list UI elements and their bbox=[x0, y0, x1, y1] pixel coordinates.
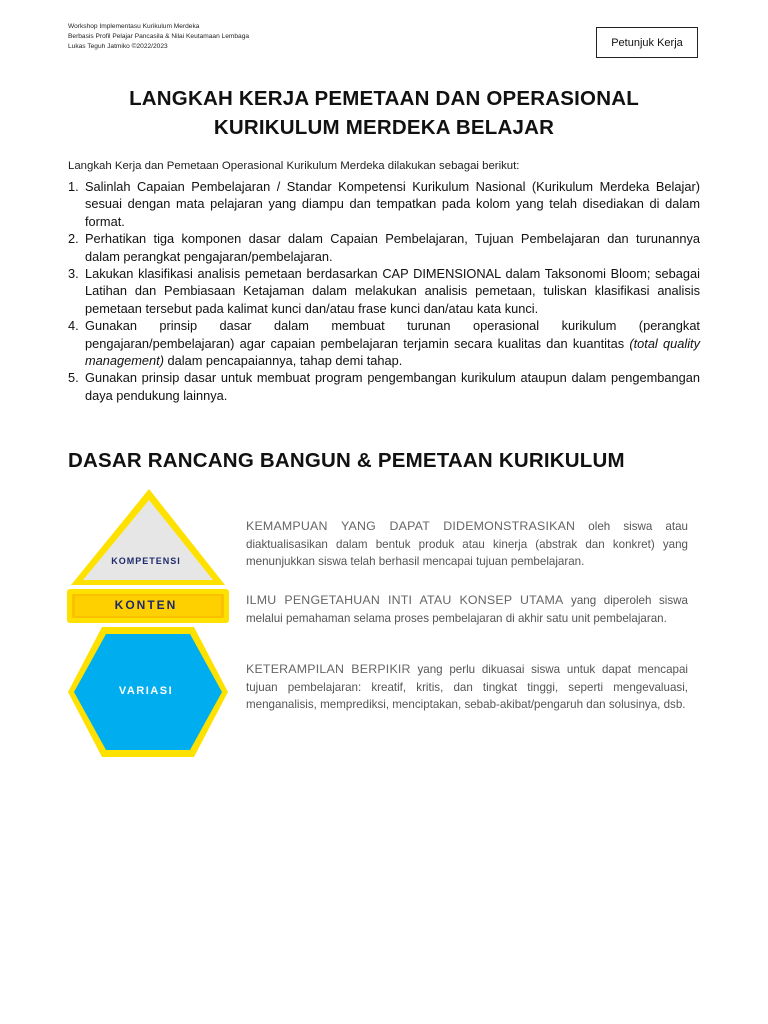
kompetensi-description bbox=[246, 518, 688, 571]
kompetensi-triangle-inner bbox=[83, 500, 213, 580]
step-text-italic: (total quality management) bbox=[85, 335, 700, 369]
section-title: DASAR RANCANG BANGUN & PEMETAAN KURIKULUM bbox=[68, 449, 625, 472]
step-text: Salinlah Capaian Pembelajaran / Standar Kompetensi Kurikulum Nasional (Kurikulum Merdeka Belajar) sesuai dengan mata pelajaran yang diampu dan tempatkan pada kolom yang telah disediakan di dalam format. bbox=[85, 179, 700, 229]
steps-list bbox=[68, 178, 700, 404]
step-text-start: Gunakan prinsip dasar dalam membuat turunan operasional kurikulum (perangkat pengajaran/pembelajaran) agar capaian pembelajaran terjamin secara kualitas dan kuantitas bbox=[85, 318, 700, 351]
header-meta-line: Berbasis Profil Pelajar Pancasila & Nilai Keutamaan Lembaga bbox=[68, 33, 250, 40]
step-number: 4. bbox=[68, 318, 79, 334]
variasi-description-key: KETERAMPILAN BERPIKIR bbox=[246, 662, 411, 676]
list-item bbox=[68, 369, 700, 404]
page-title-line-1: LANGKAH KERJA PEMETAAN DAN OPERASIONAL bbox=[129, 87, 639, 110]
kompetensi-label: KOMPETENSI bbox=[111, 556, 181, 566]
petunjuk-kerja-badge: Petunjuk Kerja bbox=[596, 27, 698, 58]
diagram-shapes bbox=[62, 486, 230, 774]
step-number: 5. bbox=[68, 370, 79, 386]
header-meta bbox=[68, 22, 249, 52]
konten-description-text: yang diperoleh siswa melalui pemahaman selama proses pembelajaran di akhir satu unit pembelajaran. bbox=[246, 594, 689, 625]
step-number: 2. bbox=[68, 231, 79, 247]
variasi-description-text: yang perlu dikuasai siswa untuk dapat mencapai tujuan pembelajaran: kreatif, kritis, dan tingkat tinggi, seperti mengevaluasi, menganalisis, memprediksi, menciptakan, sebab-akibat/pengaruh dan solusinya, dsb. bbox=[246, 663, 688, 712]
step-text: Gunakan prinsip dasar untuk membuat program pengembangan kurikulum ataupun dalam pengembangan daya pendukung lainnya. bbox=[85, 370, 700, 403]
step-text: Perhatikan tiga komponen dasar dalam Capaian Pembelajaran, Tujuan Pembelajaran dan turunannya dalam perangkat pengajaran/pembelajaran. bbox=[85, 231, 700, 264]
step-number: 3. bbox=[68, 266, 79, 282]
konten-label: KONTEN bbox=[114, 598, 178, 612]
variasi-description bbox=[246, 661, 688, 714]
konten-description-key: ILMU PENGETAHUAN INTI ATAU KONSEP UTAMA bbox=[246, 593, 564, 607]
list-item bbox=[68, 178, 700, 230]
list-item bbox=[68, 230, 700, 265]
step-text bbox=[85, 318, 700, 368]
kompetensi-description-text: oleh siswa atau diaktualisasikan dalam bentuk produk atau kinerja (abstrak dan konkret) yang menunjukkan siswa telah berhasil mencapai tujuan pembelajaran. bbox=[246, 520, 688, 569]
list-item bbox=[68, 317, 700, 369]
konten-description bbox=[246, 592, 688, 627]
list-item bbox=[68, 265, 700, 317]
step-text: Lakukan klasifikasi analisis pemetaan berdasarkan CAP DIMENSIONAL dalam Taksonomi Bloom; sebagai Latihan dan Pembiasaan Ketajaman dalam melakukan analisis pemetaan, tuliskan klasifikasi analisis pemetaan tersebut pada kalimat kunci dan/atau frase kunci dan/atau kata kunci. bbox=[85, 266, 700, 316]
header-meta-line: Lukas Teguh Jatmiko ©2022/2023 bbox=[68, 43, 168, 50]
variasi-label: VARIASI bbox=[118, 685, 174, 697]
page-title bbox=[40, 84, 728, 142]
kompetensi-description-key: KEMAMPUAN YANG DAPAT DIDEMONSTRASIKAN bbox=[246, 519, 576, 533]
step-number: 1. bbox=[68, 179, 79, 194]
header-meta-line: Workshop Implementasu Kurikulum Merdeka bbox=[68, 23, 200, 30]
curriculum-diagram bbox=[62, 486, 230, 774]
step-text-end: dalam pencapaiannya, tahap demi tahap. bbox=[163, 353, 403, 369]
intro-text: Langkah Kerja dan Pemetaan Operasional Kurikulum Merdeka dilakukan sebagai berikut: bbox=[68, 160, 520, 172]
page-title-line-2: KURIKULUM MERDEKA BELAJAR bbox=[213, 116, 555, 139]
